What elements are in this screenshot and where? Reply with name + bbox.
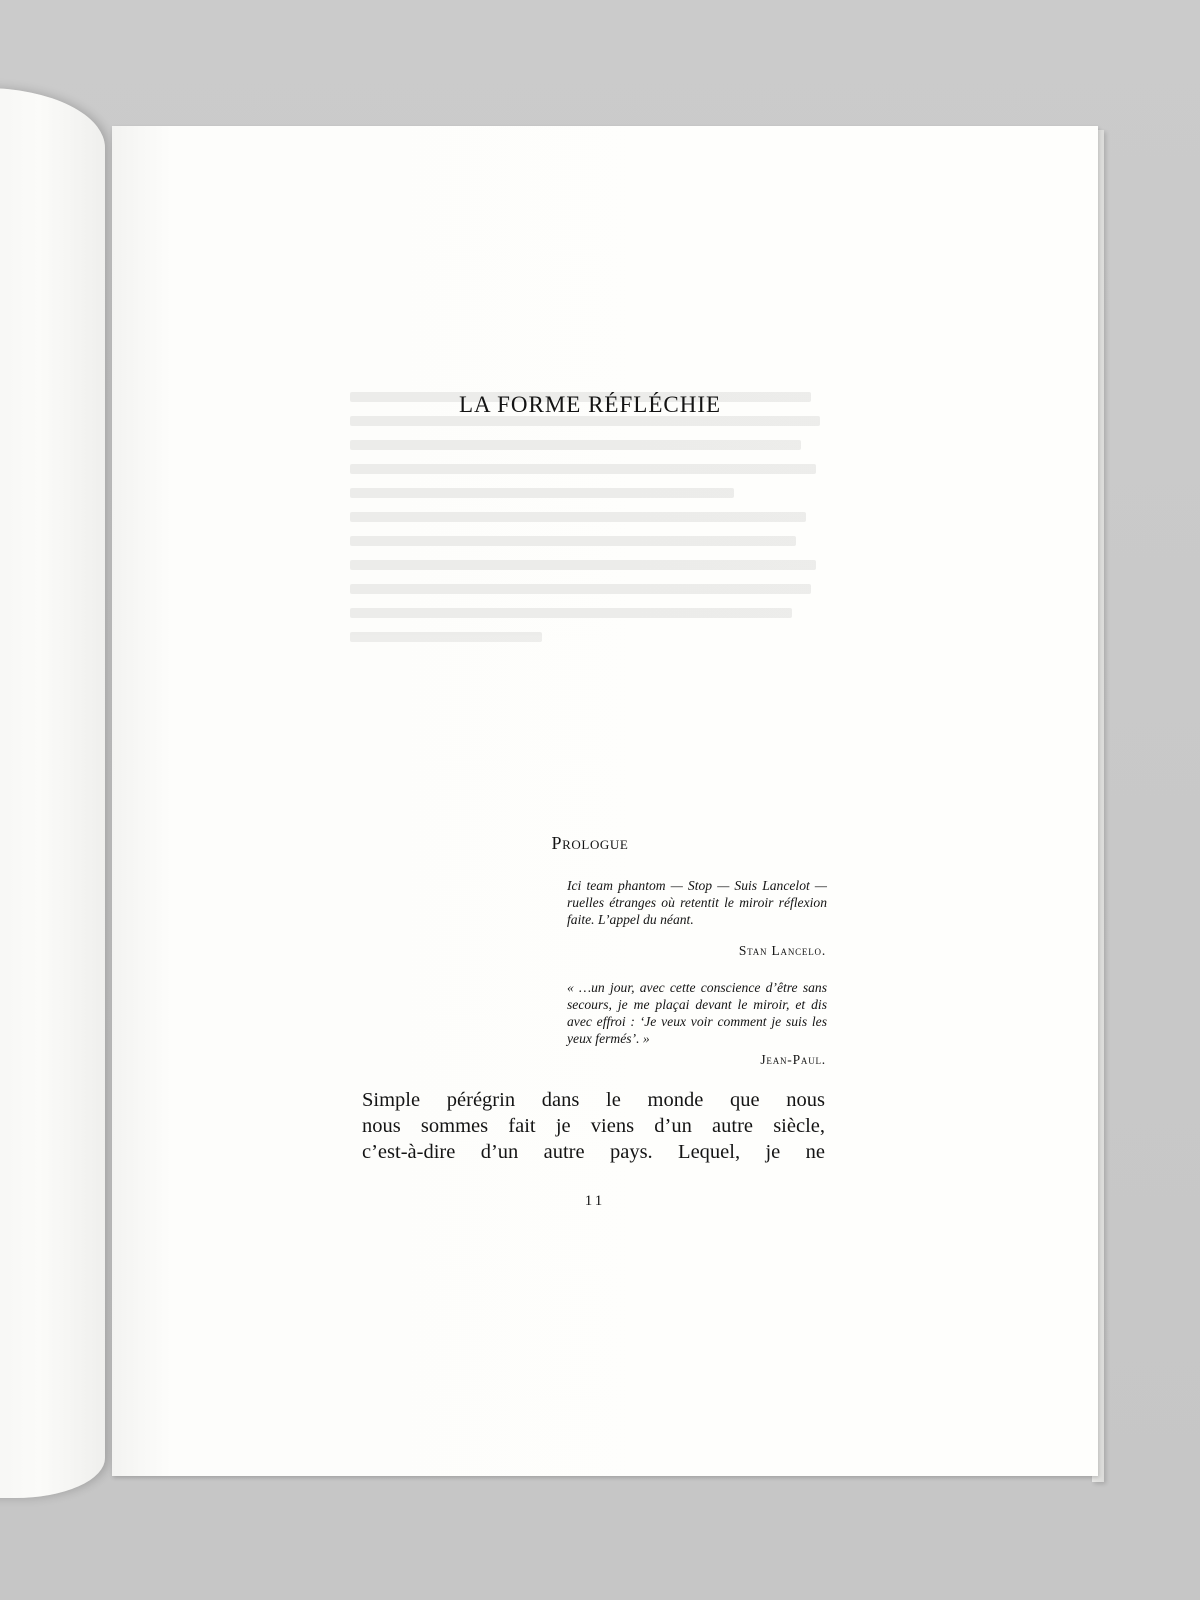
chapter-title: LA FORME RÉFLÉCHIE — [458, 392, 722, 417]
body-line: c’est-à-dire d’un autre pays. Lequel, je ne — [362, 1141, 825, 1163]
left-page-curl — [0, 88, 105, 1498]
epigraph-2-attribution: Jean-Paul. — [760, 1052, 826, 1067]
body-line: Simple pérégrin dans le monde que nous — [362, 1089, 825, 1111]
section-heading: Prologue — [551, 833, 629, 853]
epigraph-2-text: « …un jour, avec cette conscience d’être sans secours, je me plaçai devant le miroir, et dis avec effroi : ‘Je veux voir comment je suis les yeux fermés’. » — [567, 980, 827, 1046]
body-line: nous sommes fait je viens d’un autre siècle, — [362, 1115, 825, 1137]
right-page — [112, 126, 1098, 1476]
page-number: 11 — [584, 1193, 606, 1209]
epigraph-1-text: Ici team phantom — Stop — Suis Lancelot — ruelles étranges où retentit le miroir réflexion faite. L’appel du néant. — [567, 878, 827, 927]
body-paragraph — [362, 1087, 825, 1165]
epigraph-1-attribution: Stan Lancelo. — [738, 943, 826, 958]
